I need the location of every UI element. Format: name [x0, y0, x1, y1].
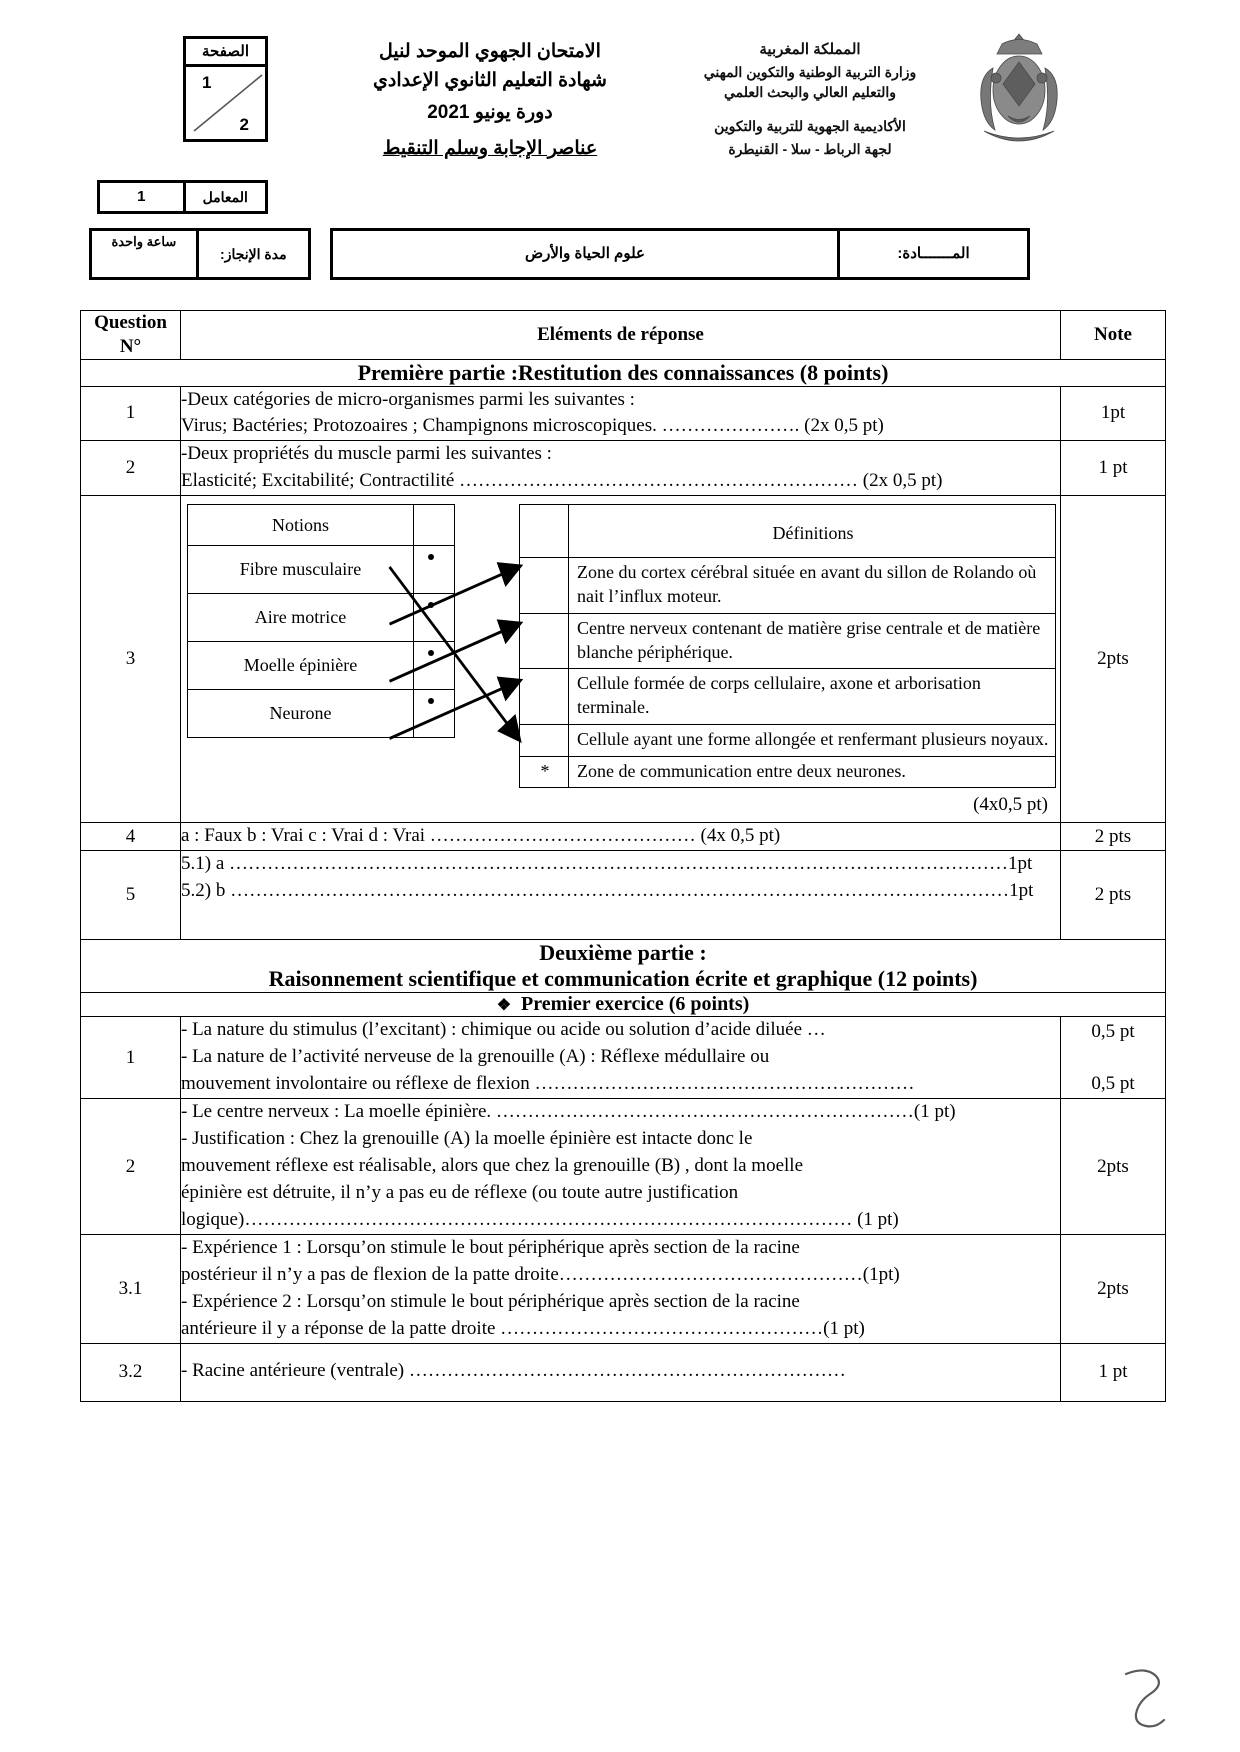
page-total: 2 — [239, 115, 249, 134]
list-item — [188, 594, 455, 642]
question-number: 3.2 — [81, 1343, 181, 1401]
definition-star-marker: * — [520, 756, 569, 788]
bullet-dot-icon — [428, 554, 434, 560]
answer-content — [181, 441, 1061, 496]
exam-title-block — [330, 38, 650, 167]
coefficient-label: المعامل — [183, 183, 266, 211]
bullet-dot-icon — [428, 650, 434, 656]
definitions-header: Définitions — [569, 505, 1056, 558]
duration-box — [89, 228, 311, 280]
part2-heading — [81, 940, 1166, 993]
definitions-header-row — [520, 505, 1056, 558]
table-row — [81, 851, 1166, 940]
definition-text: Centre nerveux contenant de matière grise centrale et de matière blanche périphérique. — [569, 613, 1056, 669]
question-number: 1 — [81, 1017, 181, 1099]
answer-line: -Deux catégories de micro-organismes parmi les suivantes : — [181, 388, 635, 410]
document-header — [0, 0, 1240, 290]
notions-header: Notions — [188, 505, 414, 546]
answer-content — [181, 1235, 1061, 1344]
answer-line: - La nature du stimulus (l’excitant) : chimique ou acide ou solution d’acide diluée … — [181, 1019, 826, 1041]
answer-content — [181, 823, 1061, 851]
answer-line: épinière est détruite, il n’y a pas eu de réflexe (ou toute autre justification — [181, 1182, 739, 1204]
table-row — [81, 1235, 1166, 1344]
note-value: 1 pt — [1061, 1343, 1166, 1401]
answer-line: - La nature de l’activité nerveuse de la grenouille (A) : Réflexe médullaire ou — [181, 1046, 770, 1068]
part2-heading-row — [81, 940, 1166, 993]
exam-title-line2: شهادة التعليم الثانوي الإعدادي — [373, 69, 607, 91]
note-value: 1pt — [1061, 386, 1166, 441]
answer-line: mouvement réflexe est réalisable, alors que chez la grenouille (B) , dont la moelle — [181, 1155, 804, 1177]
answer-line: a : Faux b : Vrai c : Vrai d : Vrai …………………………………… (4x 0,5 pt) — [181, 825, 781, 847]
table-row — [81, 1017, 1166, 1099]
part2-heading-line2: Raisonnement scientifique et communication écrite et graphique (12 points) — [268, 966, 978, 992]
note-value: 2pts — [1061, 496, 1166, 823]
notion-connector[interactable] — [414, 546, 455, 594]
answer-content — [181, 1343, 1061, 1401]
answer-line: 5.2) b ……………………………………………………………………………………………………………1pt — [181, 880, 1034, 902]
notion-connector[interactable] — [414, 594, 455, 642]
notion-connector[interactable] — [414, 690, 455, 738]
question-number: 3 — [81, 496, 181, 823]
notion-connector[interactable] — [414, 642, 455, 690]
answer-line: logique)…………………………………………………………………………………… (1 pt) — [181, 1209, 899, 1231]
definition-text: Cellule ayant une forme allongée et renfermant plusieurs noyaux. — [569, 724, 1056, 756]
question-number: 2 — [81, 1099, 181, 1235]
definition-connector[interactable] — [520, 613, 569, 669]
list-item — [520, 669, 1056, 725]
morocco-coat-of-arms-icon — [962, 28, 1077, 153]
part1-heading-row — [81, 359, 1166, 386]
subject-row — [330, 228, 1030, 280]
answer-key-label: عناصر الإجابة وسلم التنقيط — [382, 138, 598, 160]
note-value: 2pts — [1061, 1235, 1166, 1344]
question-number: 2 — [81, 441, 181, 496]
note-value: 0,5 pt — [1091, 1020, 1135, 1042]
answer-line: - Le centre nerveux : La moelle épinière. …………………………………………………………(1 pt) — [181, 1101, 956, 1123]
notion-label: Neurone — [188, 690, 414, 738]
coefficient-value: 1 — [137, 188, 146, 205]
question-number: 5 — [81, 851, 181, 940]
answer-line: postérieur il n’y a pas de flexion de la patte droite…………………………………………(1pt) — [181, 1264, 900, 1285]
answer-line: mouvement involontaire ou réflexe de flexion …………………………………………………… — [181, 1073, 915, 1095]
exam-title-line1: الامتحان الجهوي الموحد لنيل — [379, 41, 601, 62]
list-item — [188, 546, 455, 594]
country-name: المملكة المغربية — [759, 41, 861, 58]
answer-line: - Racine antérieure (ventrale) …………………………………………………………… — [181, 1359, 846, 1381]
page-current: 1 — [202, 73, 212, 92]
table-row — [81, 496, 1166, 823]
academy-line1: الأكاديمية الجهوية للتربية والتكوين — [714, 117, 906, 134]
answer-content — [181, 851, 1061, 940]
matching-trailing-note: (4x0,5 pt) — [973, 794, 1048, 816]
table-row — [81, 1099, 1166, 1235]
table-header-row — [81, 311, 1166, 360]
note-value: 1 pt — [1061, 441, 1166, 496]
answer-line: - Justification : Chez la grenouille (A) la moelle épinière est intacte donc le — [181, 1128, 753, 1150]
answer-line: - Expérience 1 : Lorsqu’on stimule le bout périphérique après section de la racine — [181, 1237, 800, 1259]
answers-table — [80, 310, 1166, 1402]
bullet-dot-icon — [428, 602, 434, 608]
notion-label: Fibre musculaire — [188, 546, 414, 594]
list-item — [520, 724, 1056, 756]
table-row — [81, 823, 1166, 851]
exam-session: دورة يونيو 2021 — [427, 102, 553, 123]
column-header-note: Note — [1061, 311, 1166, 360]
question-number: 4 — [81, 823, 181, 851]
page-box-numbers — [186, 67, 265, 139]
note-value-secondary: 0,5 pt — [1091, 1072, 1135, 1094]
answer-content — [181, 386, 1061, 441]
question-number: 3.1 — [81, 1235, 181, 1344]
answer-content-matching — [181, 496, 1061, 823]
subject-value: علوم الحياة والأرض — [524, 245, 645, 262]
definitions-marker-header — [520, 505, 569, 558]
column-header-question: Question N° — [81, 311, 181, 360]
table-row — [81, 441, 1166, 496]
coefficient-box — [97, 180, 268, 214]
page-number-box — [183, 36, 268, 142]
subject-label: المـــــــادة: — [837, 231, 1027, 277]
academy-region: لجهة الرباط - سلا - القنيطرة — [728, 141, 892, 158]
notion-label: Moelle épinière — [188, 642, 414, 690]
list-item — [520, 756, 1056, 788]
definition-text: Zone de communication entre deux neurones. — [569, 756, 1056, 788]
ministry-block — [660, 38, 960, 161]
notions-dot-header — [414, 505, 455, 546]
notions-table — [187, 504, 455, 738]
answer-line: -Deux propriétés du muscle parmi les suivantes : — [181, 443, 552, 465]
definition-connector[interactable] — [520, 558, 569, 614]
duration-label: مدة الإنجاز: — [196, 231, 308, 277]
table-row — [81, 386, 1166, 441]
note-value-group — [1061, 1017, 1166, 1099]
column-header-elements: Eléments de réponse — [181, 311, 1061, 360]
notion-label: Aire motrice — [188, 594, 414, 642]
matching-diagram — [181, 496, 1060, 822]
part1-heading: Première partie :Restitution des connaissances (8 points) — [81, 359, 1166, 386]
exercise1-heading — [81, 993, 1166, 1017]
notions-header-row — [188, 505, 455, 546]
answer-content — [181, 1017, 1061, 1099]
question-number: 1 — [81, 386, 181, 441]
answer-line: - Expérience 2 : Lorsqu’on stimule le bout périphérique après section de la racine — [181, 1290, 800, 1312]
table-row — [81, 1343, 1166, 1401]
handwritten-pen-mark — [1118, 1664, 1178, 1734]
ministry-line1: وزارة التربية الوطنية والتكوين المهني — [703, 64, 917, 80]
note-value: 2 pts — [1061, 823, 1166, 851]
definition-connector[interactable] — [520, 724, 569, 756]
note-value: 2 pts — [1061, 851, 1166, 940]
definition-text: Zone du cortex cérébral située en avant du sillon de Rolando où nait l’influx moteur. — [569, 558, 1056, 614]
diamond-bullet-icon: ❖ — [496, 997, 512, 1015]
page-box-title: الصفحة — [186, 39, 265, 67]
answer-content — [181, 1099, 1061, 1235]
ministry-line2: والتعليم العالي والبحث العلمي — [723, 84, 897, 101]
exercise1-heading-row — [81, 993, 1166, 1017]
list-item — [520, 613, 1056, 669]
answer-line: antérieure il y a réponse de la patte droite ……………………………………………(1 pt) — [181, 1317, 865, 1339]
definitions-table — [519, 504, 1056, 788]
answer-line: Elasticité; Excitabilité; Contractilité ……………………………………………………… (2x 0,5 pt) — [181, 470, 943, 492]
duration-value: ساعة واحدة — [111, 234, 177, 249]
list-item — [188, 690, 455, 738]
part2-heading-line1: Deuxième partie : — [539, 940, 707, 966]
definition-text: Cellule formée de corps cellulaire, axone et arborisation terminale. — [569, 669, 1056, 725]
list-item — [520, 558, 1056, 614]
bullet-dot-icon — [428, 698, 434, 704]
answer-line: Virus; Bactéries; Protozoaires ; Champignons microscopiques. …………………. (2x 0,5 pt) — [181, 415, 884, 437]
list-item — [188, 642, 455, 690]
answer-line: 5.1) a ……………………………………………………………………………………………………………1pt — [181, 853, 1033, 875]
note-value: 2pts — [1061, 1099, 1166, 1235]
definition-connector[interactable] — [520, 669, 569, 725]
exercise1-heading-label: Premier exercice (6 points) — [521, 993, 750, 1016]
